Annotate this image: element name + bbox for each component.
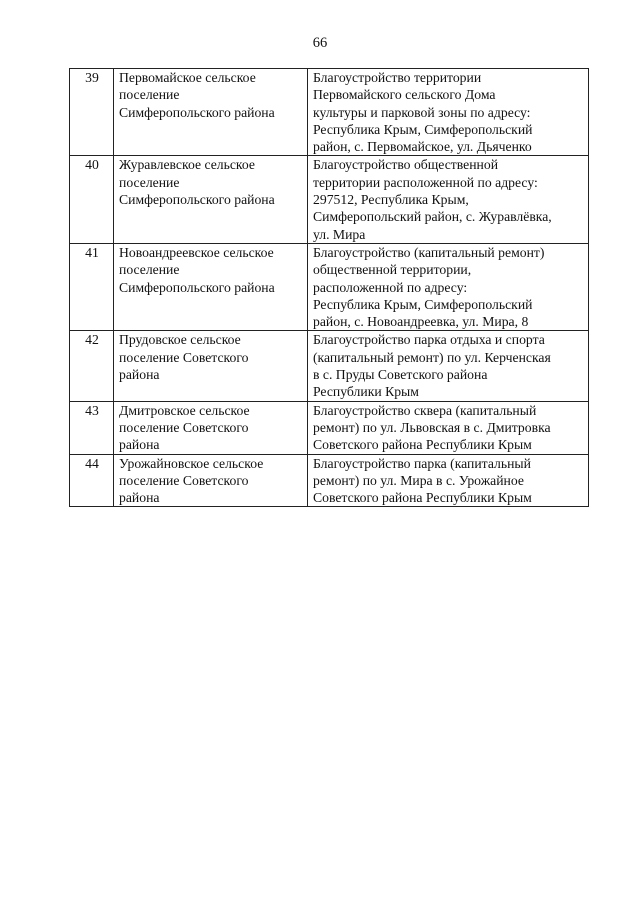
row-number: 42 [70, 331, 114, 401]
description-line: Республики Крым [313, 384, 419, 400]
row-number: 40 [70, 156, 114, 243]
settlement-line: Журавлевское сельское [119, 157, 255, 173]
description-line: Симферопольский район, с. Журавлёвка, [313, 209, 552, 225]
settlement-cell [114, 331, 308, 401]
table-row [70, 69, 589, 156]
settlement-cell [114, 454, 308, 507]
settlement-cell [114, 401, 308, 454]
settlement-line: Прудовское сельское [119, 332, 241, 348]
settlement-line: Симферопольского района [119, 104, 275, 120]
description-cell [308, 243, 589, 330]
description-cell [308, 401, 589, 454]
description-line: Благоустройство территории [313, 70, 482, 85]
description-line: район, с. Первомайское, ул. Дьяченко [313, 139, 532, 155]
description-line: ремонт) по ул. Львовская в с. Дмитровка [313, 419, 551, 435]
settlement-line: поселение [119, 174, 180, 190]
description-line: Первомайского сельского Дома [313, 87, 496, 103]
description-cell [308, 454, 589, 507]
description-line: расположенной по адресу: [313, 279, 468, 295]
row-number: 41 [70, 243, 114, 330]
settlement-line: поселение [119, 262, 180, 278]
description-line: в с. Пруды Советского района [313, 367, 488, 383]
settlement-line: поселение Советского [119, 419, 249, 435]
table-row [70, 401, 589, 454]
table-row [70, 156, 589, 243]
settlement-line: поселение [119, 87, 180, 103]
settlement-line: Дмитровское сельское [119, 402, 250, 418]
description-line: Советского района Республики Крым [313, 490, 532, 506]
description-cell [308, 69, 589, 156]
description-line: Советского района Республики Крым [313, 437, 532, 453]
row-number: 43 [70, 401, 114, 454]
settlement-line: района [119, 437, 160, 453]
description-line: Республика Крым, Симферопольский [313, 121, 533, 137]
description-line: культуры и парковой зоны по адресу: [313, 104, 531, 120]
settlement-cell [114, 69, 308, 156]
description-line: территории расположенной по адресу: [313, 174, 538, 190]
description-line: Благоустройство общественной [313, 157, 499, 173]
description-line: район, с. Новоандреевка, ул. Мира, 8 [313, 314, 529, 330]
settlement-line: поселение Советского [119, 349, 249, 365]
description-line: Благоустройство сквера (капитальный [313, 402, 537, 418]
settlement-line: района [119, 490, 160, 506]
settlement-line: поселение Советского [119, 472, 249, 488]
description-line: Благоустройство парка отдыха и спорта [313, 332, 545, 348]
description-line: Благоустройство парка (капитальный [313, 455, 531, 471]
settlement-line: Симферопольского района [119, 192, 275, 208]
settlement-cell [114, 156, 308, 243]
table-row [70, 454, 589, 507]
settlement-line: Первомайское сельское [119, 70, 256, 85]
description-line: общественной территории, [313, 262, 472, 278]
description-line: ремонт) по ул. Мира в с. Урожайное [313, 472, 524, 488]
description-line: Республика Крым, Симферопольский [313, 296, 533, 312]
row-number: 44 [70, 454, 114, 507]
settlement-line: Урожайновское сельское [119, 455, 264, 471]
description-line: (капитальный ремонт) по ул. Керченская [313, 349, 551, 365]
settlement-cell [114, 243, 308, 330]
description-cell [308, 156, 589, 243]
settlement-line: района [119, 367, 160, 383]
settlement-line: Новоандреевское сельское [119, 244, 274, 260]
description-line: Благоустройство (капитальный ремонт) [313, 244, 545, 260]
settlement-line: Симферопольского района [119, 279, 275, 295]
page-number: 66 [312, 35, 328, 51]
description-line: ул. Мира [313, 226, 366, 242]
table-row [70, 331, 589, 401]
description-cell [308, 331, 589, 401]
projects-table [69, 68, 589, 507]
description-line: 297512, Республика Крым, [313, 192, 469, 208]
table-row [70, 243, 589, 330]
row-number: 39 [70, 69, 114, 156]
